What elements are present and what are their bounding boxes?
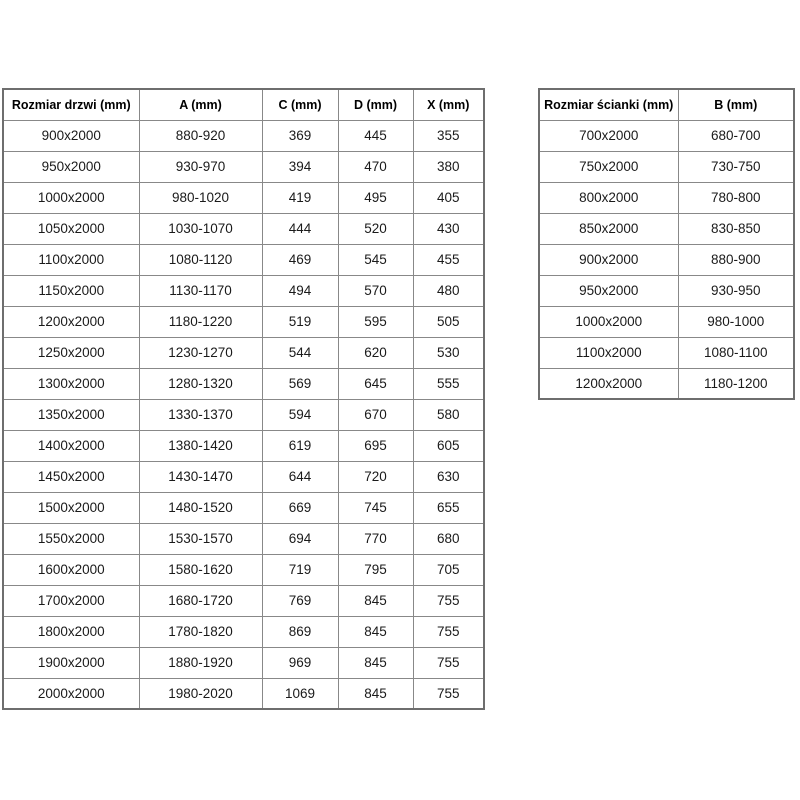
door-dimensions-table bbox=[2, 88, 485, 710]
table-cell: 1900x2000 bbox=[3, 647, 139, 678]
table-row bbox=[539, 368, 794, 399]
table-row bbox=[539, 151, 794, 182]
table-cell: 644 bbox=[262, 461, 338, 492]
table-cell: 1180-1200 bbox=[678, 368, 794, 399]
table-cell: 950x2000 bbox=[539, 275, 678, 306]
table-cell: 620 bbox=[338, 337, 413, 368]
table-row bbox=[3, 461, 484, 492]
table-cell: 680-700 bbox=[678, 120, 794, 151]
table-cell: 455 bbox=[413, 244, 484, 275]
wall-table-header-b: B (mm) bbox=[678, 89, 794, 120]
table-row bbox=[3, 554, 484, 585]
table-cell: 445 bbox=[338, 120, 413, 151]
table-row bbox=[539, 120, 794, 151]
table-row bbox=[3, 368, 484, 399]
table-cell: 680 bbox=[413, 523, 484, 554]
table-cell: 1600x2000 bbox=[3, 554, 139, 585]
table-row bbox=[3, 647, 484, 678]
table-cell: 880-900 bbox=[678, 244, 794, 275]
table-row bbox=[3, 430, 484, 461]
table-cell: 755 bbox=[413, 616, 484, 647]
table-cell: 444 bbox=[262, 213, 338, 244]
table-cell: 770 bbox=[338, 523, 413, 554]
table-row bbox=[3, 151, 484, 182]
table-cell: 880-920 bbox=[139, 120, 262, 151]
table-cell: 845 bbox=[338, 678, 413, 709]
table-cell: 1200x2000 bbox=[3, 306, 139, 337]
table-cell: 700x2000 bbox=[539, 120, 678, 151]
table-cell: 1180-1220 bbox=[139, 306, 262, 337]
table-cell: 530 bbox=[413, 337, 484, 368]
table-cell: 730-750 bbox=[678, 151, 794, 182]
table-cell: 1980-2020 bbox=[139, 678, 262, 709]
table-cell: 595 bbox=[338, 306, 413, 337]
table-cell: 1500x2000 bbox=[3, 492, 139, 523]
door-table-header-x: X (mm) bbox=[413, 89, 484, 120]
table-row bbox=[3, 523, 484, 554]
table-row bbox=[539, 213, 794, 244]
table-row bbox=[3, 399, 484, 430]
table-cell: 969 bbox=[262, 647, 338, 678]
table-cell: 405 bbox=[413, 182, 484, 213]
table-cell: 469 bbox=[262, 244, 338, 275]
table-cell: 845 bbox=[338, 616, 413, 647]
table-cell: 830-850 bbox=[678, 213, 794, 244]
table-cell: 394 bbox=[262, 151, 338, 182]
door-table-header-size: Rozmiar drzwi (mm) bbox=[3, 89, 139, 120]
table-cell: 419 bbox=[262, 182, 338, 213]
table-cell: 1130-1170 bbox=[139, 275, 262, 306]
table-cell: 705 bbox=[413, 554, 484, 585]
table-cell: 430 bbox=[413, 213, 484, 244]
table-cell: 930-970 bbox=[139, 151, 262, 182]
table-cell: 1000x2000 bbox=[539, 306, 678, 337]
table-cell: 1780-1820 bbox=[139, 616, 262, 647]
table-cell: 1150x2000 bbox=[3, 275, 139, 306]
table-row bbox=[3, 337, 484, 368]
table-cell: 1530-1570 bbox=[139, 523, 262, 554]
table-cell: 900x2000 bbox=[539, 244, 678, 275]
table-cell: 1069 bbox=[262, 678, 338, 709]
table-cell: 755 bbox=[413, 647, 484, 678]
table-cell: 670 bbox=[338, 399, 413, 430]
table-row bbox=[539, 244, 794, 275]
door-table-header-a: A (mm) bbox=[139, 89, 262, 120]
table-cell: 1280-1320 bbox=[139, 368, 262, 399]
table-row bbox=[3, 213, 484, 244]
table-cell: 980-1000 bbox=[678, 306, 794, 337]
table-row bbox=[3, 616, 484, 647]
table-cell: 1080-1100 bbox=[678, 337, 794, 368]
door-table-header-d: D (mm) bbox=[338, 89, 413, 120]
table-cell: 645 bbox=[338, 368, 413, 399]
table-cell: 505 bbox=[413, 306, 484, 337]
table-cell: 519 bbox=[262, 306, 338, 337]
table-cell: 795 bbox=[338, 554, 413, 585]
table-cell: 850x2000 bbox=[539, 213, 678, 244]
table-cell: 1380-1420 bbox=[139, 430, 262, 461]
table-cell: 800x2000 bbox=[539, 182, 678, 213]
table-cell: 900x2000 bbox=[3, 120, 139, 151]
table-cell: 1680-1720 bbox=[139, 585, 262, 616]
table-cell: 1480-1520 bbox=[139, 492, 262, 523]
table-cell: 594 bbox=[262, 399, 338, 430]
table-cell: 745 bbox=[338, 492, 413, 523]
door-table-header-row bbox=[3, 89, 484, 120]
table-cell: 580 bbox=[413, 399, 484, 430]
table-cell: 1050x2000 bbox=[3, 213, 139, 244]
table-row bbox=[3, 492, 484, 523]
table-cell: 1350x2000 bbox=[3, 399, 139, 430]
table-cell: 1000x2000 bbox=[3, 182, 139, 213]
table-cell: 750x2000 bbox=[539, 151, 678, 182]
table-cell: 1400x2000 bbox=[3, 430, 139, 461]
table-cell: 980-1020 bbox=[139, 182, 262, 213]
table-cell: 1200x2000 bbox=[539, 368, 678, 399]
table-cell: 694 bbox=[262, 523, 338, 554]
table-cell: 1580-1620 bbox=[139, 554, 262, 585]
table-cell: 1430-1470 bbox=[139, 461, 262, 492]
table-cell: 930-950 bbox=[678, 275, 794, 306]
door-table-header-c: C (mm) bbox=[262, 89, 338, 120]
table-row bbox=[539, 275, 794, 306]
table-cell: 470 bbox=[338, 151, 413, 182]
table-cell: 755 bbox=[413, 585, 484, 616]
wall-table-header-row bbox=[539, 89, 794, 120]
table-cell: 545 bbox=[338, 244, 413, 275]
table-cell: 495 bbox=[338, 182, 413, 213]
table-cell: 605 bbox=[413, 430, 484, 461]
table-row bbox=[539, 337, 794, 368]
table-cell: 1030-1070 bbox=[139, 213, 262, 244]
table-cell: 1880-1920 bbox=[139, 647, 262, 678]
table-cell: 555 bbox=[413, 368, 484, 399]
table-cell: 520 bbox=[338, 213, 413, 244]
table-cell: 1330-1370 bbox=[139, 399, 262, 430]
table-cell: 369 bbox=[262, 120, 338, 151]
table-row bbox=[3, 678, 484, 709]
table-row bbox=[3, 244, 484, 275]
table-cell: 719 bbox=[262, 554, 338, 585]
table-row bbox=[539, 306, 794, 337]
table-cell: 769 bbox=[262, 585, 338, 616]
table-cell: 494 bbox=[262, 275, 338, 306]
table-cell: 1800x2000 bbox=[3, 616, 139, 647]
table-cell: 1230-1270 bbox=[139, 337, 262, 368]
table-cell: 1100x2000 bbox=[3, 244, 139, 275]
table-cell: 544 bbox=[262, 337, 338, 368]
table-cell: 380 bbox=[413, 151, 484, 182]
table-cell: 1700x2000 bbox=[3, 585, 139, 616]
table-cell: 845 bbox=[338, 647, 413, 678]
table-row bbox=[3, 585, 484, 616]
table-row bbox=[3, 275, 484, 306]
table-cell: 569 bbox=[262, 368, 338, 399]
table-cell: 720 bbox=[338, 461, 413, 492]
table-cell: 669 bbox=[262, 492, 338, 523]
table-cell: 630 bbox=[413, 461, 484, 492]
table-cell: 1450x2000 bbox=[3, 461, 139, 492]
table-cell: 1250x2000 bbox=[3, 337, 139, 368]
table-cell: 1080-1120 bbox=[139, 244, 262, 275]
table-cell: 1100x2000 bbox=[539, 337, 678, 368]
table-cell: 780-800 bbox=[678, 182, 794, 213]
table-row bbox=[539, 182, 794, 213]
table-cell: 355 bbox=[413, 120, 484, 151]
table-cell: 1550x2000 bbox=[3, 523, 139, 554]
table-cell: 655 bbox=[413, 492, 484, 523]
table-cell: 950x2000 bbox=[3, 151, 139, 182]
table-cell: 570 bbox=[338, 275, 413, 306]
table-cell: 869 bbox=[262, 616, 338, 647]
wall-panel-dimensions-table bbox=[538, 88, 795, 400]
table-row bbox=[3, 306, 484, 337]
table-cell: 1300x2000 bbox=[3, 368, 139, 399]
table-row bbox=[3, 120, 484, 151]
table-row bbox=[3, 182, 484, 213]
table-cell: 619 bbox=[262, 430, 338, 461]
table-cell: 2000x2000 bbox=[3, 678, 139, 709]
table-cell: 695 bbox=[338, 430, 413, 461]
table-cell: 755 bbox=[413, 678, 484, 709]
table-cell: 845 bbox=[338, 585, 413, 616]
table-cell: 480 bbox=[413, 275, 484, 306]
wall-table-header-size: Rozmiar ścianki (mm) bbox=[539, 89, 678, 120]
